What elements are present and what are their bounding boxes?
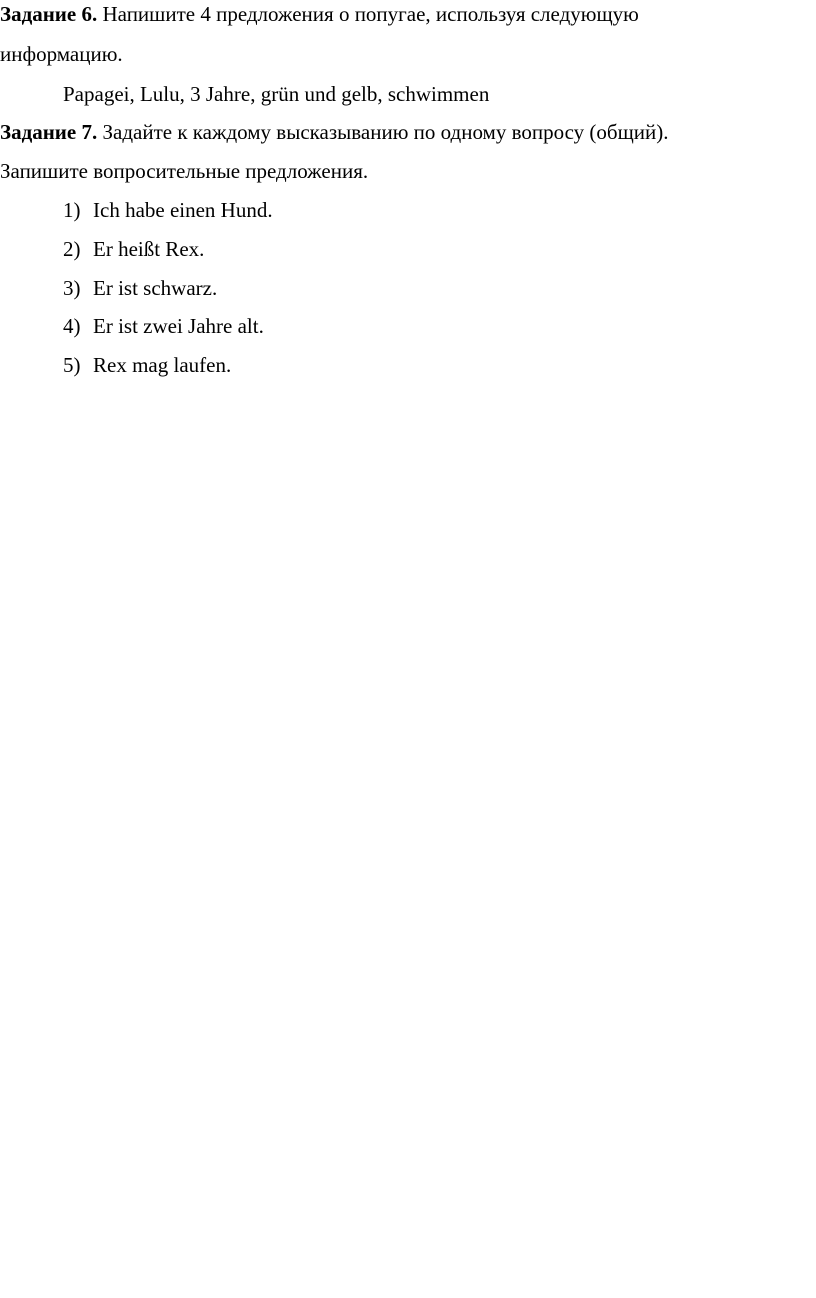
task7-label: Задание 7.: [0, 120, 98, 144]
list-item-text: Er ist schwarz.: [93, 276, 218, 300]
task7-instruction-part2: Запишите вопросительные предложения.: [0, 159, 369, 183]
task7-heading-line: [0, 119, 668, 145]
list-item-number: 4): [63, 314, 81, 338]
task6-instruction-part2: информацию.: [0, 42, 123, 66]
task6-info-line: [63, 81, 489, 107]
list-item-number: 5): [63, 353, 81, 377]
list-item: [63, 197, 273, 223]
task6-instruction-line2: [0, 41, 123, 67]
list-item-number: 3): [63, 276, 81, 300]
task6-label: Задание 6.: [0, 2, 98, 26]
list-item-text: Ich habe einen Hund.: [93, 198, 273, 222]
list-item-number: 1): [63, 198, 81, 222]
list-item-number: 2): [63, 237, 81, 261]
task6-info: Papagei, Lulu, 3 Jahre, grün und gelb, schwimmen: [63, 82, 490, 106]
list-item-text: Er heißt Rex.: [93, 237, 205, 261]
list-item-text: Er ist zwei Jahre alt.: [93, 314, 264, 338]
task6-heading-line: [0, 1, 639, 27]
list-item: [63, 275, 217, 301]
list-item: [63, 352, 231, 378]
list-item-text: Rex mag laufen.: [93, 353, 232, 377]
task7-instruction-line2: [0, 158, 368, 184]
task7-instruction-part1: Задайте к каждому высказыванию по одному вопросу (общий).: [102, 120, 669, 144]
list-item: [63, 313, 264, 339]
list-item: [63, 236, 204, 262]
task6-instruction-part1: Напишите 4 предложения о попугае, используя следующую: [102, 2, 639, 26]
